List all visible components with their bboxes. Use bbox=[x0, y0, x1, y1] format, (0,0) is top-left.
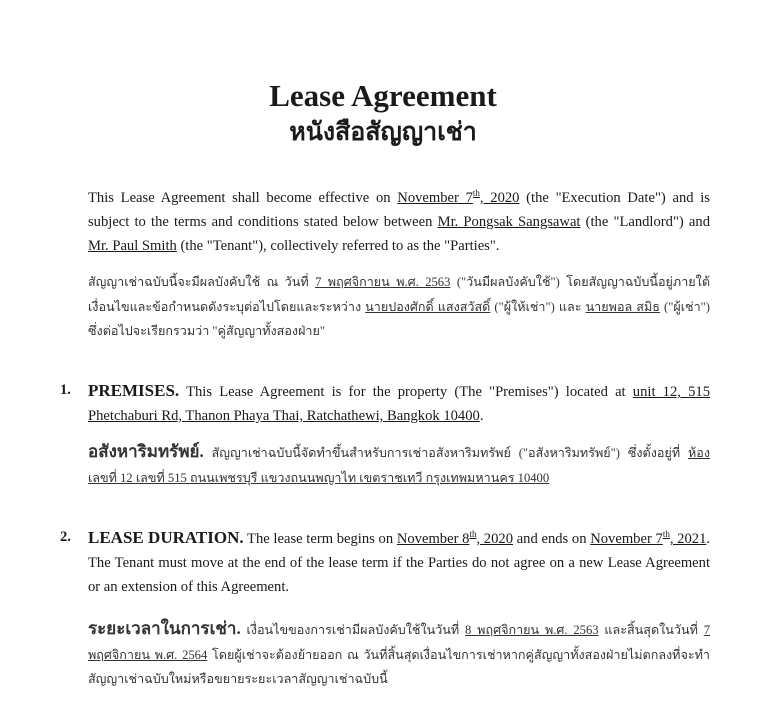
filled-field: ห้องเลขที่ 12 เลขที่ 515 ถนนเพชรบุรี แขวงถนนพญาไท เขตราชเทวี กรุงเทพมหานคร 10400 bbox=[88, 446, 710, 485]
filled-field: นายพอล สมิธ bbox=[585, 299, 660, 314]
section-heading: PREMISES. bbox=[88, 381, 180, 400]
filled-field: th bbox=[469, 529, 477, 540]
document-title-thai: หนังสือสัญญาเช่า bbox=[289, 119, 477, 146]
section-heading: LEASE DURATION. bbox=[88, 528, 244, 547]
text-segment: ("ผู้เช่า") ซึ่งต่อไปจะเรียกรวมว่า "คู่สัญญาทั้งสองฝ่าย" bbox=[88, 299, 711, 338]
intro-paragraph-en bbox=[88, 186, 710, 258]
text-segment: และสิ้นสุดในวันที่ bbox=[598, 623, 704, 637]
section-heading: ระยะเวลาในการเช่า. bbox=[88, 619, 241, 638]
filled-field: , 2020 bbox=[479, 190, 520, 206]
intro-paragraph-th bbox=[88, 270, 710, 344]
filled-field: November 7 bbox=[590, 531, 663, 547]
text-segment: โดยผู้เช่าจะต้องย้ายออก ณ วันที่สิ้นสุดเงื่อนไขการเช่าหากคู่สัญญาทั้งสองฝ่ายไม่ตกลงที่จะทำสัญญาเช่าฉบับใหม่หรือขยายระยะเวลาสัญญาเช่าฉบับนี้ bbox=[88, 647, 711, 686]
text-segment: เงื่อนไขของการเช่ามีผลบังคับใช้ในวันที่ bbox=[240, 623, 466, 637]
text-segment: This Lease Agreement is for the property (The "Premises") located at bbox=[179, 384, 633, 400]
text-segment: สัญญาเช่าฉบับนี้จัดทำขึ้นสำหรับการเช่าอสังหาริมทรัพย์ ("อสังหาริมทรัพย์") ซึ่งตั้งอยู่ที่ bbox=[203, 446, 688, 460]
text-segment: The lease term begins on bbox=[243, 531, 397, 547]
text-segment: สัญญาเช่าฉบับนี้จะมีผลบังคับใช้ ณ วันที่ bbox=[88, 275, 316, 289]
filled-field: 7 พฤศจิกายน พ.ศ. 2563 bbox=[315, 275, 451, 289]
section-number: 1. bbox=[60, 382, 71, 398]
filled-field: th bbox=[472, 188, 480, 199]
filled-field: , 2021 bbox=[669, 531, 707, 547]
filled-field: 8 พฤศจิกายน พ.ศ. 2563 bbox=[465, 623, 599, 637]
text-segment: . bbox=[479, 408, 484, 424]
filled-field: Mr. Paul Smith bbox=[88, 238, 177, 254]
section-premises-en bbox=[88, 379, 710, 428]
text-segment: ("ผู้ให้เช่า") และ bbox=[490, 299, 586, 314]
section-premises-th bbox=[88, 440, 710, 490]
filled-field: November 8 bbox=[396, 531, 470, 547]
section-number: 2. bbox=[60, 529, 71, 545]
filled-field: , 2020 bbox=[476, 531, 513, 547]
section-duration-th bbox=[88, 617, 710, 692]
filled-field: November 7 bbox=[397, 190, 473, 206]
filled-field: unit 12, 515 Phetchaburi Rd, Thanon Phaya Thai, Ratchathewi, Bangkok 10400 bbox=[88, 384, 710, 424]
text-segment: . The Tenant must move at the end of the lease term if the Parties do not agree on a new Lease Agreement or an extension of this Agreement. bbox=[88, 531, 711, 595]
text-segment: (the "Tenant"), collectively referred to as the "Parties". bbox=[176, 238, 500, 254]
section-heading: อสังหาริมทรัพย์. bbox=[88, 442, 204, 461]
document-title: Lease Agreement bbox=[269, 78, 497, 113]
filled-field: นายปองศักดิ์ แสงสวัสดิ์ bbox=[365, 299, 491, 314]
text-segment: This Lease Agreement shall become effective on bbox=[88, 190, 398, 206]
text-segment: (the "Landlord") and bbox=[580, 214, 710, 230]
filled-field: 7 พฤศจิกายน พ.ศ. 2564 bbox=[88, 623, 710, 662]
section-duration-en bbox=[88, 526, 710, 599]
filled-field: Mr. Pongsak Sangsawat bbox=[437, 214, 581, 230]
filled-field: th bbox=[662, 529, 670, 540]
text-segment: (the "Execution Date") and is subject to the terms and conditions stated below between bbox=[88, 190, 710, 230]
text-segment: ("วันมีผลบังคับใช้") โดยสัญญาฉบับนี้อยู่ภายใต้เงื่อนไขและข้อกำหนดดังระบุต่อไปโดยและระหว่าง bbox=[88, 275, 711, 314]
text-segment: and ends on bbox=[513, 531, 591, 547]
